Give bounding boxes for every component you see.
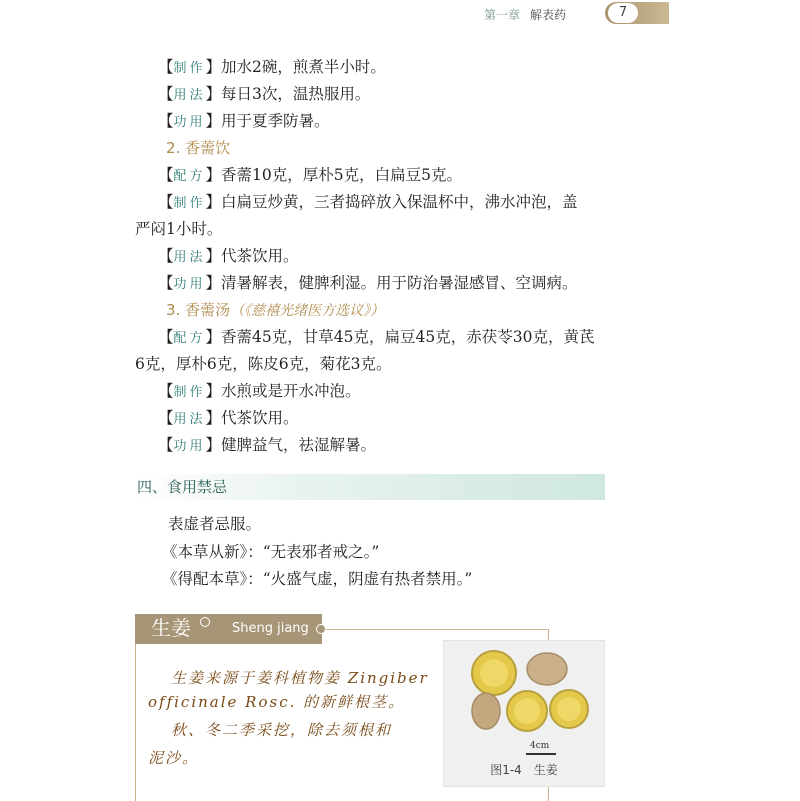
herb-description-line2: officinale Rosc. 的新鲜根茎。: [148, 693, 406, 711]
recipe2-use-text: 代茶饮用。: [221, 247, 299, 265]
recipe3-formula-line2: 6克，厚朴6克，陈皮6克，菊花3克。: [135, 355, 392, 373]
recipe2-formula-text: 香薷10克，厚朴5克，白扁豆5克。: [221, 166, 462, 184]
recipe3-use-text: 代茶饮用。: [221, 409, 299, 427]
label-use: 用法: [173, 88, 206, 103]
recipe3-title: [166, 299, 384, 322]
recipe3-title-text: 3. 香薷汤: [166, 301, 231, 319]
chapter-label: 第一章: [484, 7, 521, 22]
herb-description-line1: 生姜来源于姜科植物姜 Zingiber: [171, 669, 429, 687]
recipe2-make-line: 【制作】白扁豆炒黄，三者捣碎放入保温杯中，沸水冲泡，盖: [158, 193, 578, 211]
quote-bencao-congxin: 《本草从新》：“无表邪者戒之。”: [162, 543, 380, 561]
label-effect: 功用: [173, 277, 206, 292]
running-header: [484, 4, 566, 24]
herb-name-pinyin: Sheng jiang: [232, 621, 309, 636]
circle-ornament-icon: [200, 617, 210, 627]
herb-description-line3: 秋、冬二季采挖，除去须根和: [171, 721, 393, 739]
recipe3-make-text: 水煎或是开水冲泡。: [221, 382, 361, 400]
label-make: 制作: [173, 61, 206, 76]
section-label: 解表药: [530, 7, 567, 22]
recipe2-make-text: 白扁豆炒黄，三者捣碎放入保温杯中，沸水冲泡，盖: [221, 193, 578, 211]
label-make: 制作: [173, 385, 206, 400]
label-effect: 功用: [173, 115, 206, 130]
recipe2-title: 2. 香薷饮: [166, 139, 231, 157]
contraindication-paragraph: 表虚者忌服。: [168, 515, 262, 533]
recipe3-make-line: 【制作】水煎或是开水冲泡。: [158, 382, 361, 400]
ginger-slices-image: [444, 641, 604, 751]
recipe3-formula-line: 【配方】香薷45克，甘草45克，扁豆45克，赤茯苓30克，黄芪: [158, 328, 595, 346]
label-use: 用法: [173, 250, 206, 265]
recipe1-effect-text: 用于夏季防暑。: [221, 112, 330, 130]
quote-depei-bencao: 《得配本草》：“火盛气虚，阴虚有热者禁用。”: [162, 570, 473, 588]
herb-name-cn: 生姜: [151, 616, 191, 640]
herb-description-line4: 泥沙。: [148, 749, 200, 767]
label-effect: 功用: [173, 439, 206, 454]
circle-ornament-icon: [316, 624, 326, 634]
recipe2-use-line: 【用法】代茶饮用。: [158, 247, 299, 265]
recipe3-source: （《慈禧光绪医方选议》）: [230, 303, 385, 319]
recipe3-effect-text: 健脾益气，祛湿解暑。: [221, 436, 377, 454]
recipe2-effect-text: 清暑解表，健脾利湿。用于防治暑湿感冒、空调病。: [221, 274, 578, 292]
recipe3-use-line: 【用法】代茶饮用。: [158, 409, 299, 427]
scale-bar: [526, 753, 556, 755]
label-formula: 配方: [173, 169, 206, 184]
recipe1-use-line: 【用法】每日3次，温热服用。: [158, 85, 371, 103]
figure-caption: 图1-4 生姜: [490, 763, 558, 777]
recipe1-effect-line: 【功用】用于夏季防暑。: [158, 112, 330, 130]
recipe1-make-text: 加水2碗，煎煮半小时。: [221, 58, 386, 76]
recipe3-effect-line: 【功用】健脾益气，祛湿解暑。: [158, 436, 377, 454]
page-number: 7: [608, 3, 638, 23]
recipe2-formula-line: 【配方】香薷10克，厚朴5克，白扁豆5克。: [158, 166, 462, 184]
section-heading: 四、食用禁忌: [137, 478, 228, 496]
scale-label: 4cm: [530, 741, 550, 751]
recipe1-make-line: 【制作】加水2碗，煎煮半小时。: [158, 58, 386, 76]
recipe3-formula-text: 香薷45克，甘草45克，扁豆45克，赤茯苓30克，黄芪: [221, 328, 595, 346]
label-formula: 配方: [173, 331, 206, 346]
label-make: 制作: [173, 196, 206, 211]
ginger-photo: [443, 640, 605, 787]
recipe2-effect-line: 【功用】清暑解表，健脾利湿。用于防治暑湿感冒、空调病。: [158, 274, 578, 292]
recipe1-use-text: 每日3次，温热服用。: [221, 85, 371, 103]
label-use: 用法: [173, 412, 206, 427]
recipe2-make-line2: 严闷1小时。: [135, 220, 223, 238]
